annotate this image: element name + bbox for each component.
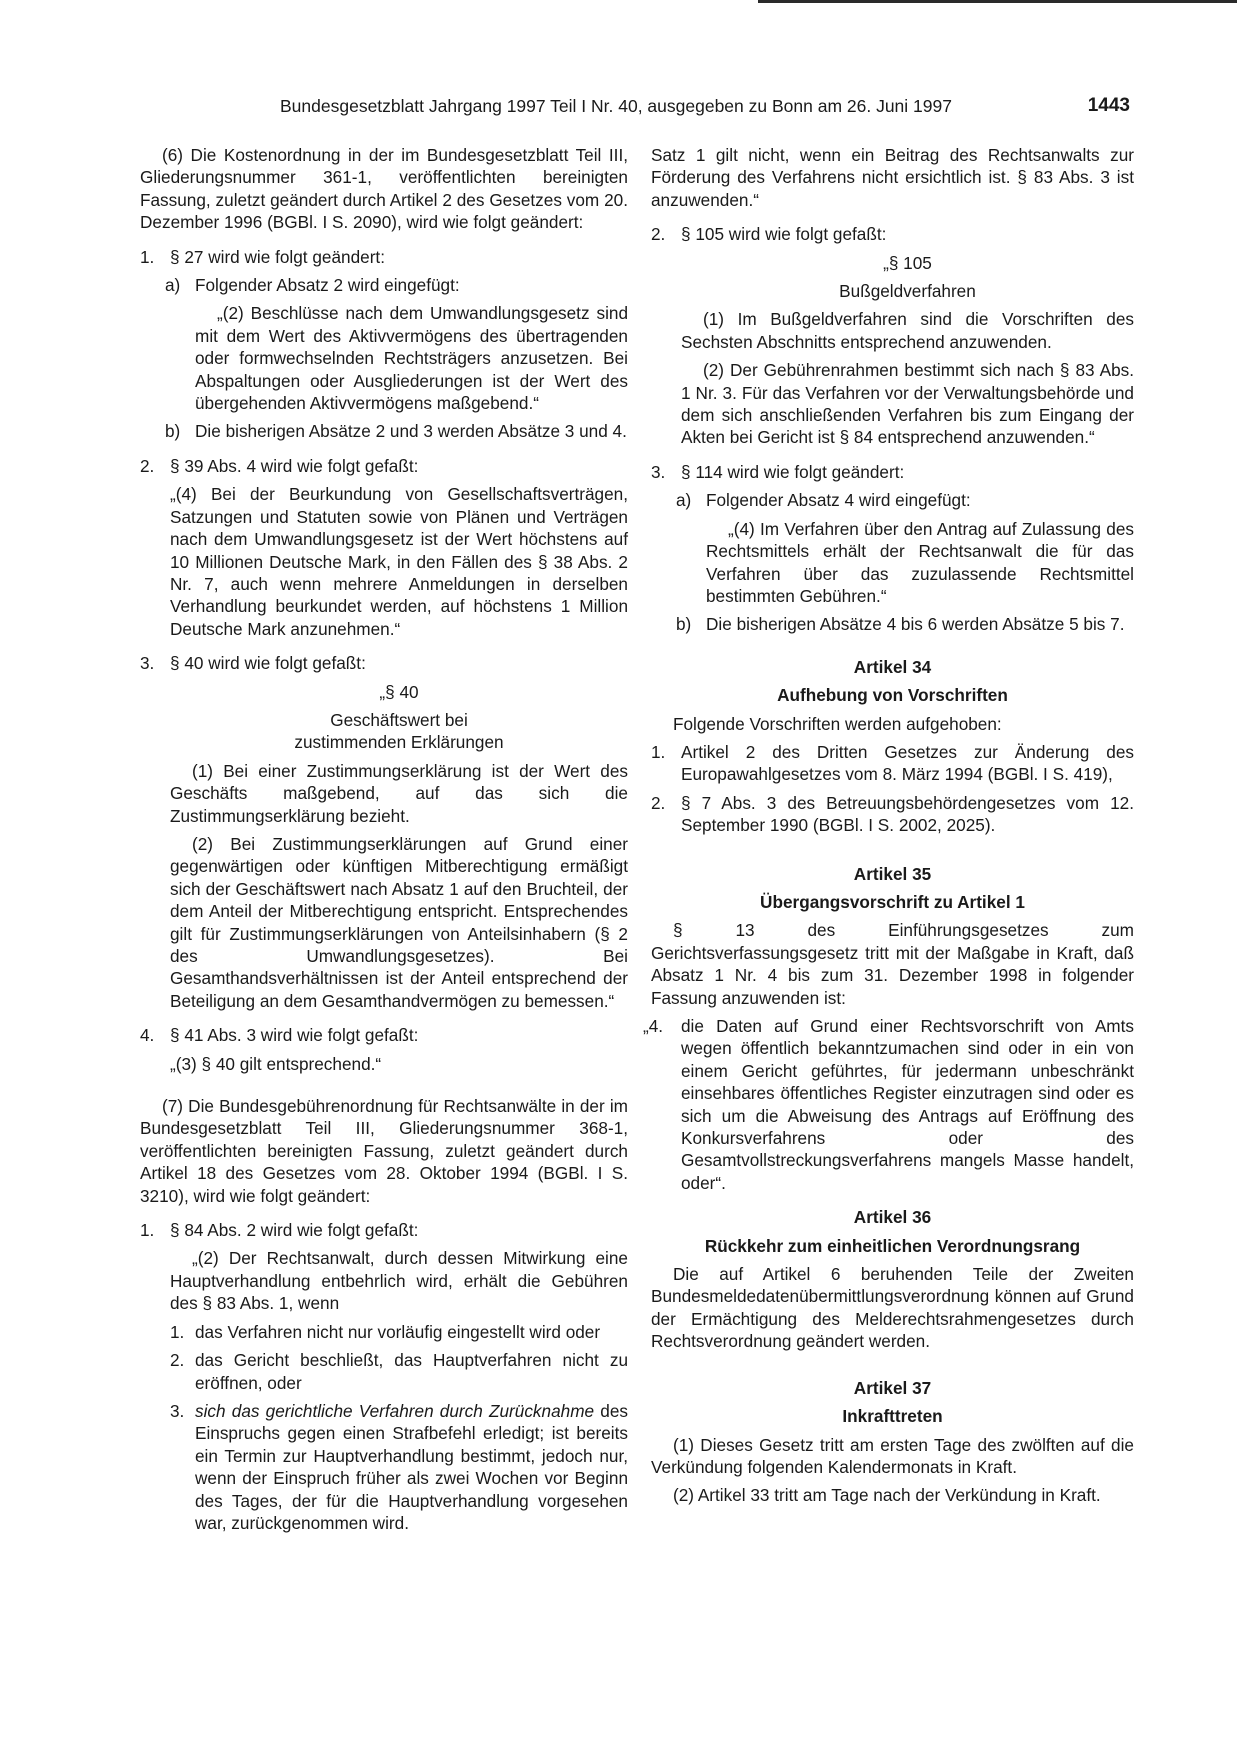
running-header: Bundesgesetzblatt Jahrgang 1997 Teil I Nr. 40, ausgegeben zu Bonn am 26. Juni 1997 — [280, 96, 952, 116]
list-item: 1. § 27 wird wie folgt geändert: — [140, 246, 385, 267]
article-text: § 13 des Einführungsgesetzes zum Gerichtsverfassungsgesetz tritt mit der Maßgabe in Kraft, daß Absatz 1 Nr. 4 bis zum 31. Dezember 1998 in folgender Fassung anzuwenden ist: — [651, 920, 1134, 1008]
quoted-text: (2) Bei Zustimmungserklärungen auf Grund einer gegenwärtigen oder künftigen Mitberechtigung ermäßigt sich der Geschäftswert nach Absatz 1 auf den Bruchteil, der dem Anteil der Mitberechtigung entspricht. Entsprechendes gilt für Zustimmungserklärungen von Anteilsinhabern (§ 2 des Umwandlungsgesetzes). Bei Gesamthandsverhältnissen ist der Anteil entsprechend der Beteiligung an dem Gesamthandvermögen zu bemessen.“ — [170, 833, 628, 1011]
article-heading: Artikel 34 — [853, 656, 932, 677]
list-item: 4. § 41 Abs. 3 wird wie folgt gefaßt: — [140, 1025, 419, 1046]
article-text: Die auf Artikel 6 beruhenden Teile der Zweiten Bundesmeldedatenübermittlungsverordnung können auf Grund der Ermächtigung des Melderechtsrahmengesetzes durch Rechtsverordnung geändert werden. — [651, 1264, 1134, 1352]
article-title: Rückkehr zum einheitlichen Verordnungsrang — [704, 1235, 1081, 1256]
list-item: b) Die bisherigen Absätze 2 und 3 werden Absätze 3 und 4. — [165, 421, 627, 442]
article-text: (2) Artikel 33 tritt am Tage nach der Verkündung in Kraft. — [673, 1485, 1101, 1506]
article-title: Inkrafttreten — [842, 1406, 943, 1427]
list-item: b) Die bisherigen Absätze 4 bis 6 werden Absätze 5 bis 7. — [676, 614, 1125, 635]
quoted-text: (1) Bei einer Zustimmungserklärung ist der Wert des Geschäfts maßgebend, auf das sich die Zustimmungserklärung bezieht. — [170, 760, 628, 826]
section-heading: „§ 105 — [883, 252, 932, 273]
quoted-text: „(3) § 40 gilt entsprechend.“ — [170, 1053, 382, 1074]
section-title: Geschäftswert bei — [330, 709, 468, 730]
list-item: a) Folgender Absatz 2 wird eingefügt: — [165, 275, 460, 296]
list-item: 1. Artikel 2 des Dritten Gesetzes zur Änderung des Europawahlgesetzes vom 8. März 1994 (BGBl. I S. 419), — [651, 741, 1134, 785]
list-item: 3. sich das gerichtliche Verfahren durch Zurücknahme des Einspruchs gegen einen Strafbefehl erledigt; ist bereits ein Termin zur Hauptverhandlung bestimmt, jedoch nur, wenn der Einspruch früher als zwei Wochen vor Beginn des Tages, der für die Hauptverhandlung vorgesehen war, zurückgenommen wird. — [170, 1400, 628, 1533]
quoted-text: Satz 1 gilt nicht, wenn ein Beitrag des Rechtsanwalts zur Förderung des Verfahrens nicht ersichtlich ist. § 83 Abs. 3 ist anzuwenden.“ — [651, 145, 1134, 210]
article-text: Folgende Vorschriften werden aufgehoben: — [673, 713, 1002, 734]
list-item: 2. § 7 Abs. 3 des Betreuungsbehördengesetzes vom 12. September 1990 (BGBl. I S. 2002, 2025). — [651, 792, 1134, 836]
page-number: 1443 — [1087, 95, 1130, 116]
article-title: Übergangsvorschrift zu Artikel 1 — [760, 891, 1025, 912]
section-heading: „§ 40 — [379, 681, 419, 702]
list-item: 1. das Verfahren nicht nur vorläufig eingestellt wird oder — [170, 1321, 601, 1342]
list-item: 3. § 40 wird wie folgt gefaßt: — [140, 653, 366, 674]
paragraph-6: (6) Die Kostenordnung in der im Bundesgesetzblatt Teil III, Gliederungsnummer 361-1, veröffentlichten bereinigten Fassung, zuletzt geändert durch Artikel 2 des Gesetzes vom 20. Dezember 1996 (BGBl. I S. 2090), wird wie folgt geändert: — [140, 145, 628, 233]
quoted-text: „(2) Der Rechtsanwalt, durch dessen Mitwirkung eine Hauptverhandlung entbehrlich wird, erhält die Gebühren des § 83 Abs. 1, wenn — [170, 1248, 628, 1314]
list-item: 2. das Gericht beschließt, das Hauptverfahren nicht zu eröffnen, oder — [170, 1350, 628, 1393]
list-item: 1. § 84 Abs. 2 wird wie folgt gefaßt: — [140, 1220, 419, 1241]
section-title: zustimmenden Erklärungen — [294, 732, 504, 753]
paragraph-7: (7) Die Bundesgebührenordnung für Rechtsanwälte in der im Bundesgesetzblatt Teil III, Gliederungsnummer 368-1, veröffentlichten bereinigten Fassung, zuletzt geändert durch Artikel 18 des Gesetzes vom 28. Oktober 1994 (BGBl. I S. 3210), wird wie folgt geändert: — [140, 1096, 628, 1206]
section-title: Bußgeldverfahren — [839, 281, 976, 302]
article-title: Aufhebung von Vorschriften — [777, 685, 1008, 706]
quoted-text: „(2) Beschlüsse nach dem Umwandlungsgesetz sind mit dem Wert des Aktivvermögens des übertragenden oder formwechselnden Rechtsträgers anzusetzen. Bei Abspaltungen oder Ausgliederungen ist der Wert des übergehenden Aktivvermögens maßgebend.“ — [195, 303, 628, 414]
quoted-text: „(4) Bei der Beurkundung von Gesellschaftsverträgen, Satzungen und Statuten sowie von Plänen und Verträgen nach dem Umwandlungsgesetz ist der Wert höchstens auf 10 Millionen Deutsche Mark, in den Fällen des § 38 Abs. 2 Nr. 7, auch wenn mehrere Anmeldungen in derselben Verhandlung beurkundet werden, auf höchstens 1 Million Deutsche Mark anzunehmen.“ — [170, 484, 628, 639]
right-column — [643, 144, 1134, 1507]
article-text: (1) Dieses Gesetz tritt am ersten Tage des zwölften auf die Verkündung folgenden Kalendermonats in Kraft. — [651, 1434, 1134, 1477]
article-heading: Artikel 36 — [853, 1207, 932, 1228]
list-item: 3. § 114 wird wie folgt geändert: — [651, 461, 905, 482]
article-heading: Artikel 35 — [853, 863, 932, 884]
article-heading: Artikel 37 — [853, 1377, 932, 1398]
page-header — [140, 96, 1130, 122]
left-column — [140, 144, 628, 1534]
list-item: a) Folgender Absatz 4 wird eingefügt: — [676, 490, 971, 511]
quoted-text: (1) Im Bußgeldverfahren sind die Vorschriften des Sechsten Abschnitts entsprechend anzuwenden. — [681, 309, 1134, 352]
list-item: „4. die Daten auf Grund einer Rechtsvorschrift von Amts wegen öffentlich bekanntzumachen sind oder in ein von einem Gericht geführtes, für jedermann unbeschränkt einsehbares öffentliches Register einzutragen sind oder es sich um die Abweisung des Antrags auf Eröffnung des Konkursverfahrens oder des Gesamtvollstreckungsverfahrens mangels Masse handelt, oder“. — [643, 1016, 1134, 1193]
list-item: 2. § 39 Abs. 4 wird wie folgt gefaßt: — [140, 455, 419, 476]
top-rule — [758, 0, 1237, 3]
quoted-text: „(4) Im Verfahren über den Antrag auf Zulassung des Rechtsmittels erhält der Rechtsanwalt die für das Verfahren über das zuzulassende Rechtsmittel bestimmten Gebühren.“ — [706, 518, 1134, 606]
quoted-text: (2) Der Gebührenrahmen bestimmt sich nach § 83 Abs. 1 Nr. 3. Für das Verfahren vor der Verwaltungsbehörde und dem sich anschließenden Verfahren bis zum Eingang der Akten bei Gericht ist § 84 entsprechend anzuwenden.“ — [681, 360, 1134, 448]
list-item: 2. § 105 wird wie folgt gefaßt: — [651, 224, 887, 245]
